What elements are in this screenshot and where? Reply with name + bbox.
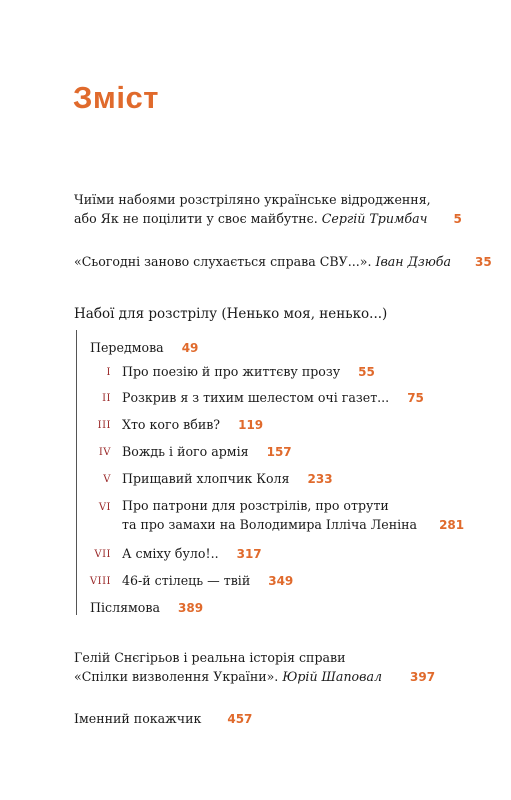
entry-line [74,209,462,229]
chapter-number: VI [98,502,111,513]
entry-page-number: 397 [410,670,436,684]
entry-text: 46-й стілець — твій [122,573,251,588]
entry-text: Іменний покажчик [74,711,202,726]
entry-page-number: 389 [178,601,204,615]
chapter-number: VII [94,549,111,560]
entry-text: «Спілки визволення України». [74,669,279,684]
entry-author: Іван Дзюба [375,254,451,269]
toc-entry-afterword[interactable] [90,598,203,618]
entry-text: А сміху було!.. [122,546,219,561]
entry-author: Сергій Тримбач [321,211,428,226]
entry-page-number: 55 [358,365,375,379]
toc-entry-chapter[interactable] [122,442,292,462]
chapter-number: VIII [89,576,111,587]
page-title: Зміст [73,80,159,115]
toc-entry-appendix[interactable] [74,648,435,687]
entry-line: Гелій Снєгірьов і реальна історія справи [74,650,346,665]
entry-line: Чиїми набоями розстріляно українське відродження, [74,192,431,207]
entry-text: Післямова [90,600,160,615]
toc-entry-index[interactable] [74,709,252,729]
entry-page-number: 157 [266,445,292,459]
chapter-number: II [102,393,111,404]
section-title: Набої для розстрілу (Ненько моя, ненько...) [74,306,388,322]
entry-line: Про патрони для розстрілів, про отрути [122,498,389,513]
entry-page-number: 75 [407,391,424,405]
entry-page-number: 5 [453,212,462,226]
entry-text: Передмова [90,340,164,355]
entry-page-number: 457 [227,712,253,726]
entry-line [122,515,464,535]
entry-text: «Сьогодні заново слухається справа СВУ...». [74,254,372,269]
entry-text: Вождь і його армія [122,444,249,459]
entry-page-number: 281 [439,518,465,532]
entry-page-number: 35 [475,255,492,269]
entry-text: Хто кого вбив? [122,417,221,432]
entry-page-number: 119 [238,418,264,432]
entry-text: та про замахи на Володимира Ілліча Леніна [122,517,418,532]
entry-page-number: 349 [268,574,294,588]
toc-entry-preface-1[interactable] [74,190,462,229]
toc-entry-chapter[interactable] [122,544,262,564]
toc-entry-chapter[interactable] [122,469,333,489]
toc-entry-chapter[interactable] [122,571,293,591]
entry-text: Прищавий хлопчик Коля [122,471,290,486]
entry-text: Розкрив я з тихим шелестом очі газет... [122,390,390,405]
toc-entry-chapter[interactable] [122,415,263,435]
entry-page-number: 49 [181,341,199,355]
toc-entry-chapter[interactable] [122,362,375,382]
entry-text: Про поезію й про життєву прозу [122,364,341,379]
entry-page-number: 317 [236,547,262,561]
chapter-number: I [106,367,111,378]
toc-entry-chapter[interactable] [122,496,464,535]
entry-author: Юрій Шаповал [282,669,382,684]
chapter-number: V [103,474,111,485]
chapter-number: III [97,420,111,431]
chapter-number: IV [98,447,111,458]
toc-entry-preface-2[interactable] [74,252,492,272]
toc-entry-foreword[interactable] [90,338,198,358]
toc-entry-chapter[interactable] [122,388,424,408]
entry-line [74,667,435,687]
entry-text: або Як не поцілити у своє майбутнє. [74,211,318,226]
entry-page-number: 233 [307,472,333,486]
